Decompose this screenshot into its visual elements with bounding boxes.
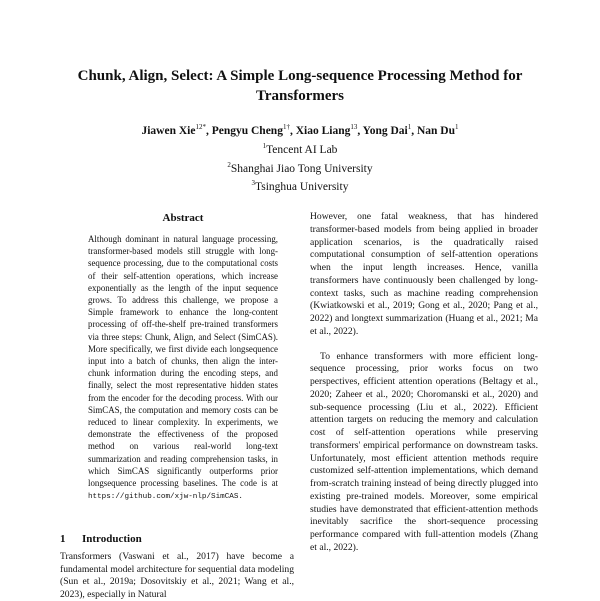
paragraph: To enhance transformers with more efficient long-sequence processing, prior works focus on two perspectives, efficient attention operations (Beltagy et al., 2020; Zaheer et al., 2020; Choromanski et al., 2020) and sub-sequence processing (Liu et al., 2022). Efficient attention targets on reducing the memory and calculation cost of self-attention operations while preserving transformers' empirical performance on downstream tasks. Unfortunately, most efficient attention methods require customized self-attention implementations, which demand from-scratch training instead of being directly plugged into existing pre-trained models. Moreover, some empirical studies have demonstrated that efficient-attention methods inevitably sacrifice the short-sequence processing performance compared with full-attention models (Zhang et al., 2022). [310, 350, 538, 553]
affiliation: $^2$Shanghai Jiao Tong University [227, 160, 373, 175]
author-name: Xiao Liang [295, 124, 351, 137]
author-name: Jiawen Xie [141, 124, 196, 137]
right-column [310, 211, 538, 555]
section-number: 1 [60, 533, 66, 545]
section-title: Introduction [82, 533, 142, 545]
author-name: Pengyu Cheng [211, 124, 283, 137]
section-heading-introduction [60, 533, 300, 545]
author-name: Nan Du [416, 124, 456, 137]
abstract-heading: Abstract [162, 212, 204, 224]
author-list: Jiawen Xie$^{12*}$, Pengyu Cheng$^{1\dagger}$, Xiao Liang$^{13}$, Yong Dai$^1$, Nan Du$^1$ [141, 123, 459, 137]
affiliation: $^3$Tsinghua University [251, 179, 349, 194]
code-link[interactable]: https://github.com/xjw-nlp/SimCAS. [88, 493, 243, 502]
abstract-text: Although dominant in natural language processing, transformer-based models still struggle with long-sequence processing, due to the computational costs of their self-attention operations, which increase exponentially as the length of the input sequence grows. To address this challenge, we propose a Simple framework to enhance the long-content processing of off-the-shelf pre-trained transformers via three steps: Chunk, Align, and Select (SimCAS). More specifically, we first divide each longsequence input into a batch of chunks, then align the inter-chunk information during the encoding steps, and finally, select the most representative hidden states from the encoder for the decoding process. With our SimCAS, the computation and memory costs can be reduced to linear complexity. In experiments, we demonstrate the effectiveness of the proposed method on various real-world long-text summarization and reading comprehension tasks, in which SimCAS significantly outperforms prior longsequence processing baselines. The code is at [88, 234, 278, 489]
abstract-body [88, 233, 278, 503]
author-name: Yong Dai [362, 124, 408, 137]
author-sup: 1 [407, 123, 412, 131]
author-sup: 13 [350, 123, 358, 131]
introduction-text: Transformers (Vaswani et al., 2017) have become a fundamental model architecture for sequential data modeling (Sun et al., 2019a; Dosovitskiy et al., 2021; Wang et al., 2023), especially in Natural [60, 551, 294, 600]
author-sup: 1† [282, 123, 290, 131]
author-sup: 1 [455, 123, 459, 131]
author-block [60, 120, 540, 195]
paper-title: Chunk, Align, Select: A Simple Long-sequence Processing Method for Transformers [77, 68, 523, 104]
affiliation: $^1$Tencent AI Lab [262, 141, 338, 156]
author-sup: 12* [195, 123, 206, 131]
paragraph: However, one fatal weakness, that has hindered transformer-based models from being applied in broader application scenarios, is the quadratically raised computational consumption of self-attention operations when the input length increases. Hence, vanilla transformers have continuously been challenged by long-context tasks, such as machine reading comprehension (Kwiatkowski et al., 2019; Gong et al., 2020; Pang et al., 2022) and longtext summarization (Huang et al., 2021; Ma et al., 2022). [310, 211, 538, 337]
